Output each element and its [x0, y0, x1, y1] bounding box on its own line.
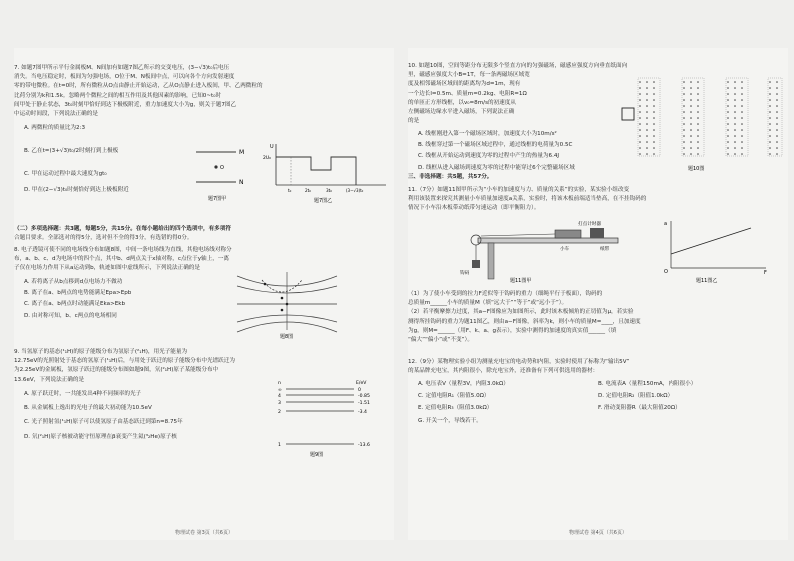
q7-line: 比荷分别为k和1.5k。忽略两个微粒之间的相互作用及其他因素的影响，已知0~t₀时	[14, 92, 222, 99]
field-dot	[769, 93, 771, 95]
u-axis-label: U	[270, 144, 274, 150]
plate-m-label: M	[239, 149, 245, 156]
field-dot	[734, 105, 736, 107]
field-dot	[727, 111, 729, 113]
field-dot	[727, 117, 729, 119]
field-dot	[727, 93, 729, 95]
q9-option-b: B. 从金属板上逸出的光电子的最大初动能为10.5eV	[24, 405, 152, 412]
field-dot	[646, 117, 648, 119]
q7-option-b: B. 乙在t=(3+√3)t₀/2时刻打到上极板	[24, 148, 119, 155]
equipment-row	[408, 417, 788, 426]
field-dot	[653, 81, 655, 83]
field-dot	[690, 99, 692, 101]
q11-sub-line: “偏大”“偏小”或“不变”）。	[408, 337, 473, 344]
field-dot	[697, 81, 699, 83]
q11-line: 利用该装置来探究其测量小车质量加速度a关系，实验时，将该木板前端适当垫高，在不挂钩码的	[408, 196, 647, 203]
field-dot	[697, 87, 699, 89]
section-3-line: 三、非选择题：共5题，共57分。	[408, 174, 493, 180]
q12-equipment-list	[408, 380, 788, 426]
field-dot	[683, 81, 685, 83]
q11-sub-line: （2）若平衡摩擦力过度，其a−F图像应为如图所示，此时该木板倾角的正切值为μ，若实验	[408, 309, 634, 316]
level-n-header: n	[278, 381, 281, 386]
q8-caption: 题8图	[280, 334, 294, 340]
q11-figure-a	[460, 218, 625, 286]
tick-end: (3−√3)t₀	[346, 188, 364, 193]
q10-options	[408, 130, 788, 173]
field-dot	[776, 99, 778, 101]
field-dot	[769, 123, 771, 125]
field-dot	[727, 81, 729, 83]
hook-label: 钩码	[460, 271, 470, 276]
q9-options	[14, 390, 264, 442]
section-2-line: （二）多项选择题：共3题，每题5分，共15分。在每小题给出的四个选项中，有多项符	[14, 226, 231, 232]
level-2-n: 2	[278, 410, 281, 415]
field-dot	[639, 87, 641, 89]
tick-2t0: 2t₀	[305, 188, 311, 193]
field-dot	[734, 99, 736, 101]
field-dot	[776, 123, 778, 125]
field-dot	[776, 87, 778, 89]
level-4-n: 4	[278, 394, 281, 399]
q9-line: 12.75eV的光照射处于基态的氢原子(¹₁H)后，与用处于跃迁的原子能级分布中光谱跃迁为	[14, 358, 235, 365]
q11-line: 情况下小车沿木板带动纸带匀速运动（即平衡阻力）。	[408, 205, 540, 212]
field-dot	[639, 105, 641, 107]
axis-a-label: a	[664, 221, 668, 227]
q7-option-c: C. 甲在运动过程中最大速度为gt₀	[24, 171, 107, 178]
q10-caption: 题10图	[688, 166, 705, 172]
field-dot	[653, 117, 655, 119]
field-dot	[690, 105, 692, 107]
field-dot	[690, 111, 692, 113]
q9-option-a: A. 原子跃迁时，一共能发出4种不同频率的光子	[24, 391, 142, 397]
section-2-header	[14, 225, 394, 243]
right-page-footer: 物理试卷 第4页（共6页）	[569, 529, 627, 536]
q10-line: 10. 如题10图，空间等距分布无限多个竖直方向的匀强磁场，磁感应强度方向垂直纸面向	[408, 63, 628, 69]
field-dot	[741, 87, 743, 89]
field-dot	[741, 117, 743, 119]
q9-figure	[276, 378, 381, 458]
field-dot	[734, 123, 736, 125]
field-dot	[653, 123, 655, 125]
q7-options	[14, 124, 189, 195]
question-11	[408, 186, 788, 214]
q11-line: 11.（7分）如题11图甲所示为“小车的加速度与力、质量的关系”的实验，某实验小组改变	[408, 187, 630, 193]
tape-label: 纸带	[600, 247, 610, 252]
cart-label: 小车	[560, 247, 570, 252]
field-dot	[734, 87, 736, 89]
q7-line: 间甲处于静止状态，3t₀时刻甲恰好到达下极板附近，重力加速度大小为g，则关于题7图乙	[14, 101, 237, 108]
q8-option-b: B. 离子在a、b两点的电势能满足Epa>Epb	[24, 290, 132, 297]
q7-figure	[186, 140, 396, 210]
field-dot	[683, 117, 685, 119]
q12-line: 12.（9分）某物理实验小组为测量充电宝的电动势和内阻，实验时使用了标称为“输出5V”	[408, 359, 630, 365]
q11-subquestions	[408, 290, 788, 345]
q10-line: 度及相邻磁场区域间的距离均为d=1m，现有	[408, 81, 521, 88]
field-dot	[697, 117, 699, 119]
q10-line: 一个边长l=0.5m、质量m=0.2kg、电阻R=1Ω	[408, 90, 527, 97]
equipment-item: A. 电压表V（量程3V，内阻3.0kΩ）	[418, 381, 509, 387]
field-dot	[683, 105, 685, 107]
section-3-header	[408, 173, 788, 182]
field-dot	[776, 93, 778, 95]
field-dot	[741, 123, 743, 125]
field-dot	[741, 111, 743, 113]
field-dot	[741, 81, 743, 83]
q11-sub-line: 总质量m______小车的质量M（填“远大于”“等于”或“远小于”）。	[408, 300, 568, 307]
q8-option-a: A. 若将离子从b点移到d点电场力不做功	[24, 279, 123, 285]
level-4-e: -0.85	[358, 394, 370, 399]
q8-line: 布，a、b、c、d为电场中的四个点，其中b、d两点关于x轴对称，c点位于y轴上，一离	[14, 256, 229, 263]
field-dot	[734, 93, 736, 95]
level-inf-n: ∞	[278, 388, 282, 393]
equipment-item: D. 定值电阻R₂（阻值1.0kΩ）	[598, 393, 674, 400]
field-dot	[776, 111, 778, 113]
q10-option-a: A. 线框刚进入第一个磁场区域时，加速度大小为10m/s²	[418, 131, 557, 137]
q11-figure-b	[656, 216, 776, 286]
field-dot	[646, 105, 648, 107]
field-dot	[741, 93, 743, 95]
field-dot	[653, 111, 655, 113]
level-2-e: -3.4	[358, 410, 367, 415]
question-7	[14, 64, 394, 119]
q7-line: 零的带电微粒。在t=0时，所有微粒从O点由静止开始运动，乙从O点静止进入板间，甲、乙两微粒的	[14, 83, 263, 90]
q8-line: 子仅在电场力作用下从a运动到b，轨迹如图中虚线所示，下列说法正确的是	[14, 265, 200, 272]
level-e-header: E/eV	[356, 381, 367, 386]
field-dot	[690, 123, 692, 125]
field-dot	[776, 81, 778, 83]
equipment-item: B. 电流表A（量程150mA，内阻很小）	[598, 381, 697, 387]
field-dot	[769, 111, 771, 113]
right-page	[408, 48, 788, 540]
equipment-item: E. 定值电阻R₃（阻值3.0kΩ）	[418, 405, 493, 412]
field-dot	[727, 105, 729, 107]
equipment-row	[408, 380, 788, 389]
plate-n-label: N	[239, 179, 244, 186]
field-dot	[734, 117, 736, 119]
field-dot	[653, 105, 655, 107]
left-page-footer: 物理试卷 第3页（共6页）	[175, 529, 233, 536]
level-3-n: 3	[278, 401, 281, 406]
level-inf-e: 0	[358, 388, 361, 393]
q8-options	[14, 278, 214, 321]
section-2-line: 合题目要求。全部选对的得5分，选对但不全的得3分，有选错的得0分。	[14, 235, 193, 242]
field-dot	[646, 111, 648, 113]
field-dot	[690, 81, 692, 83]
field-dot	[646, 99, 648, 101]
field-dot	[690, 87, 692, 89]
q10-option-c: C. 线框从开始运动到速度为零的过程中产生的热量为6.4J	[418, 153, 560, 160]
field-dot	[639, 93, 641, 95]
field-dot	[769, 117, 771, 119]
field-dot	[690, 93, 692, 95]
field-dot	[734, 111, 736, 113]
field-dot	[639, 111, 641, 113]
q11-caption-b: 题11图乙	[696, 278, 718, 284]
q11-sub-line: 测得所挂钩码的重力为题11图乙，则由a−F图像，斜率为k，则小车的质量M=____，且加速度	[408, 318, 641, 325]
field-dot	[769, 105, 771, 107]
q10-line: 的单匝正方形线框，以v₀=8m/s的初速度从	[408, 99, 516, 106]
q10-line: 里，磁感应强度大小B=1T，每一条两磁场区域宽	[408, 72, 530, 79]
q10-option-b: B. 线框穿过第一个磁场区域过程中，通过线框的电荷量为0.5C	[418, 142, 573, 149]
field-dot	[697, 99, 699, 101]
axis-f-label: F	[764, 270, 767, 276]
q7-option-a: A. 两微粒的质量比为2:3	[24, 125, 86, 131]
u0-label: 2U₀	[263, 156, 271, 161]
q7-caption-a: 题7图甲	[208, 196, 227, 202]
field-dot	[683, 99, 685, 101]
field-dot	[727, 123, 729, 125]
q8-option-c: C. 离子在a、b两点时动能满足Eka>Ekb	[24, 301, 126, 308]
field-dot	[734, 81, 736, 83]
level-3-e: -1.51	[358, 401, 370, 406]
q7-caption-b: 题7图乙	[314, 198, 333, 204]
field-dot	[769, 99, 771, 101]
origin-label: O	[664, 269, 668, 275]
field-dot	[776, 105, 778, 107]
field-dot	[697, 105, 699, 107]
field-dot	[653, 87, 655, 89]
field-dot	[639, 117, 641, 119]
q10-option-d: D. 线框从进入磁场到速度为零的过程中能穿过6个完整磁场区域	[418, 164, 575, 171]
field-dot	[683, 123, 685, 125]
equipment-item: F. 滑动变阻器R（最大阻值20Ω）	[598, 405, 681, 412]
q11-sub-line: 为g，则M=______（用F、k、a、g表示），实验中测得的加速度的真实值______（填	[408, 327, 617, 334]
q7-line: 中运动时间段，下列说法正确的是	[14, 111, 98, 118]
field-dot	[697, 123, 699, 125]
field-dot	[646, 93, 648, 95]
tick-t0: t₀	[288, 188, 292, 193]
q11-caption-a: 题11图甲	[510, 278, 532, 284]
equipment-item: C. 定值电阻R₁（阻值5.0Ω）	[418, 393, 490, 400]
q9-option-c: C. 光子照射氢(¹₁H)原子可以使氢原子由基态跃迁到第n=8.75年	[24, 419, 183, 426]
field-dot	[646, 81, 648, 83]
q9-caption: 题9图	[310, 452, 324, 458]
q11-sub-line: （1）为了使小车受到的拉力F近似等于钩码的重力（细绳平行于板面），钩码的	[408, 291, 603, 297]
field-dot	[639, 123, 641, 125]
point-o-label: O	[220, 165, 224, 171]
field-dot	[769, 87, 771, 89]
field-dot	[741, 99, 743, 101]
q9-line: 9. 当氢原子的基态(¹₁H)的原子能级分布为氢原子(²₁H)，用光子能量为	[14, 349, 188, 355]
field-dot	[653, 93, 655, 95]
field-dot	[741, 105, 743, 107]
equipment-row	[408, 392, 788, 401]
timer-label: 打点计时器	[578, 222, 601, 227]
field-dot	[690, 117, 692, 119]
level-1-e: -13.6	[358, 443, 370, 448]
field-dot	[683, 87, 685, 89]
field-dot	[653, 99, 655, 101]
field-dot	[776, 117, 778, 119]
field-dot	[639, 81, 641, 83]
q9-option-d: D. 氘(²₁H)原子核被动能守恒原理在β衰变产生氦(³₂He)原子核	[24, 433, 177, 440]
field-dot	[697, 93, 699, 95]
field-dot	[646, 87, 648, 89]
equipment-item: G. 开关一个，导线若干。	[418, 417, 482, 424]
field-dot	[727, 87, 729, 89]
level-1-n: 1	[278, 443, 281, 448]
q9-line: 13.6eV，下列说法正确的是	[14, 376, 85, 383]
field-dot	[683, 93, 685, 95]
field-dot	[769, 81, 771, 83]
q9-line: 为2.25eV的金属板，氢原子跃迁的能级分布图如题9图，氘(²₁H)原子某能级分布中	[14, 367, 219, 374]
field-dot	[697, 111, 699, 113]
field-dot	[683, 111, 685, 113]
field-dot	[639, 99, 641, 101]
field-dot	[646, 123, 648, 125]
q7-line: 7. 如题7图甲所示平行金属板M、N间加有如题7图乙所示的交变电压，(3−√3)t₀后电压	[14, 65, 230, 71]
q7-option-d: D. 甲在(2−√3)t₀时刻恰好到达上极板附近	[24, 186, 129, 193]
q8-line: 8. 电子透镜可使不同的电场线分布如题8图，中间一条电场线为直线，其他电场线对称分	[14, 247, 232, 253]
equipment-row	[408, 404, 788, 413]
tick-3t0: 3t₀	[326, 188, 332, 193]
left-page	[14, 48, 394, 540]
q8-figure	[232, 268, 342, 340]
q10-line: 的是	[408, 118, 420, 125]
field-dot	[727, 99, 729, 101]
q10-line: 左侧磁场边缘水平进入磁场，下列说法正确	[408, 109, 515, 116]
q8-option-d: D. 由对称可知，b、c两点的电场相同	[24, 312, 117, 319]
q12-line: 的某品牌充电宝，其内阻很小，除充电宝外，还准备有下列可供选用的器材：	[408, 368, 599, 375]
question-12	[408, 358, 788, 376]
q7-line: 消失。当电压稳定时，板间为匀强电场，O位于M、N板间中点，可以向各个方向发射速度	[14, 74, 235, 81]
